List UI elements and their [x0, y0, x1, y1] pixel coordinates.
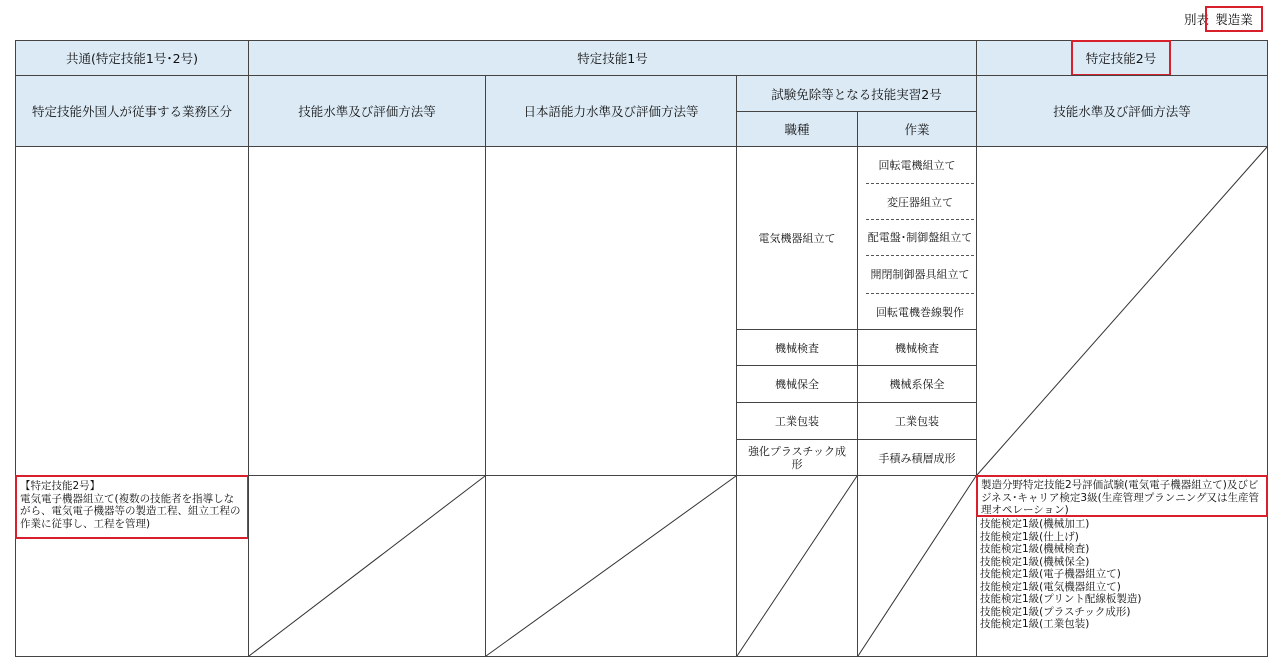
header-skill-level-text: 技能水準及び評価方法等	[298, 104, 436, 119]
occupation-text: 機械保全	[775, 378, 819, 391]
occupation-cell	[736, 439, 858, 476]
header-exempt-training	[736, 75, 977, 112]
annex-prefix: 別表	[1184, 12, 1210, 27]
task-text: 開閉制御器具組立て	[870, 268, 970, 281]
cert-item: 技能検定1級(機械保全)	[980, 555, 1090, 568]
task-cell	[866, 219, 974, 255]
occupation-cell	[736, 402, 858, 440]
header-ssw2-skill-level-text: 技能水準及び評価方法等	[1053, 104, 1191, 119]
task-cell	[857, 147, 977, 183]
header-japanese-level-text: 日本語能力水準及び評価方法等	[523, 104, 699, 119]
header-ssw1-text: 特定技能1号	[577, 51, 648, 66]
task-text: 機械検査	[895, 341, 939, 355]
cert-item: 技能検定1級(電子機器組立て)	[980, 568, 1121, 580]
cert-item: 技能検定1級(機械加工)	[980, 518, 1090, 530]
task-cell	[857, 329, 977, 366]
task-text: 工業包装	[895, 415, 939, 428]
cert-item: 技能検定1級(仕上げ)	[980, 530, 1079, 543]
task-cell	[857, 365, 977, 403]
ssw1-japanese-cell	[485, 146, 737, 476]
not-applicable-slash	[857, 475, 977, 657]
occupation-text: 電気機器組立て	[758, 232, 836, 245]
ssw2-exam-main: 製造分野特定技能2号評価試験(電気電子機器組立て)及びビジネス･キャリア検定3級(生産管理プランニング又は生産管理オペレーション)	[981, 479, 1260, 516]
occupation-text: 機械検査	[775, 341, 819, 355]
task-text: 回転電機巻線製作	[876, 305, 964, 319]
cert-item: 技能検定1級(プラスチック成形)	[980, 605, 1131, 618]
ssw2-category-title: 【特定技能2号】	[20, 480, 101, 492]
occupation-cell	[736, 146, 858, 330]
header-occupation	[736, 111, 858, 147]
header-task-text: 作業	[904, 122, 930, 137]
occupation-cell	[736, 329, 858, 366]
header-occupation-text: 職種	[784, 122, 810, 137]
ssw2-cert-list	[980, 518, 1264, 631]
task-cell	[857, 402, 977, 440]
not-applicable-slash	[736, 475, 858, 657]
task-cell	[866, 293, 974, 329]
task-cell	[866, 183, 974, 219]
cert-item: 技能検定1級(プリント配線板製造)	[980, 593, 1142, 605]
header-skill-level	[248, 75, 486, 147]
cert-item: 技能検定1級(電気機器組立て)	[980, 580, 1121, 593]
ssw1-work-category-cell	[15, 146, 249, 476]
task-cell	[857, 439, 977, 476]
ssw1-skill-level-cell	[248, 146, 486, 476]
header-common	[15, 40, 249, 76]
header-japanese-level	[485, 75, 737, 147]
header-common-text: 共通(特定技能1号･2号)	[66, 51, 198, 66]
task-text: 手積み積層成形	[878, 451, 956, 465]
header-ssw2-text: 特定技能2号	[1085, 51, 1157, 66]
not-applicable-slash	[976, 146, 1268, 476]
task-text: 回転電機組立て	[878, 159, 956, 172]
cert-item: 技能検定1級(工業包装)	[980, 618, 1090, 630]
header-work-category-text: 特定技能外国人が従事する業務区分	[31, 104, 232, 119]
task-text: 機械系保全	[889, 378, 945, 391]
header-work-category	[15, 75, 249, 147]
task-cell	[866, 255, 974, 293]
header-ssw2-highlight	[1071, 40, 1171, 76]
task-text: 配電盤･制御盤組立て	[867, 231, 973, 244]
task-text: 変圧器組立て	[887, 195, 953, 209]
sector-text: 製造業	[1215, 12, 1253, 27]
occupation-text: 強化プラスチック成形	[747, 444, 847, 471]
ssw2-category-desc: 電気電子機器組立て(複数の技能者を指導しながら、電気電子機器等の製造工程、組立工程の作業に従事し、工程を管理)	[20, 492, 241, 530]
not-applicable-slash	[248, 475, 486, 657]
header-exempt-training-text: 試験免除等となる技能実習2号	[771, 86, 942, 102]
occupation-cell	[736, 365, 858, 403]
sector-label	[1205, 6, 1263, 32]
ssw2-work-category-highlight	[15, 475, 249, 539]
cert-item: 技能検定1級(機械検査)	[980, 543, 1090, 555]
ssw2-exam-highlight	[976, 475, 1268, 517]
header-ssw2-skill-level	[976, 75, 1268, 147]
not-applicable-slash	[485, 475, 737, 657]
header-ssw1	[248, 40, 977, 76]
header-task	[857, 111, 977, 147]
occupation-text: 工業包装	[775, 415, 819, 428]
